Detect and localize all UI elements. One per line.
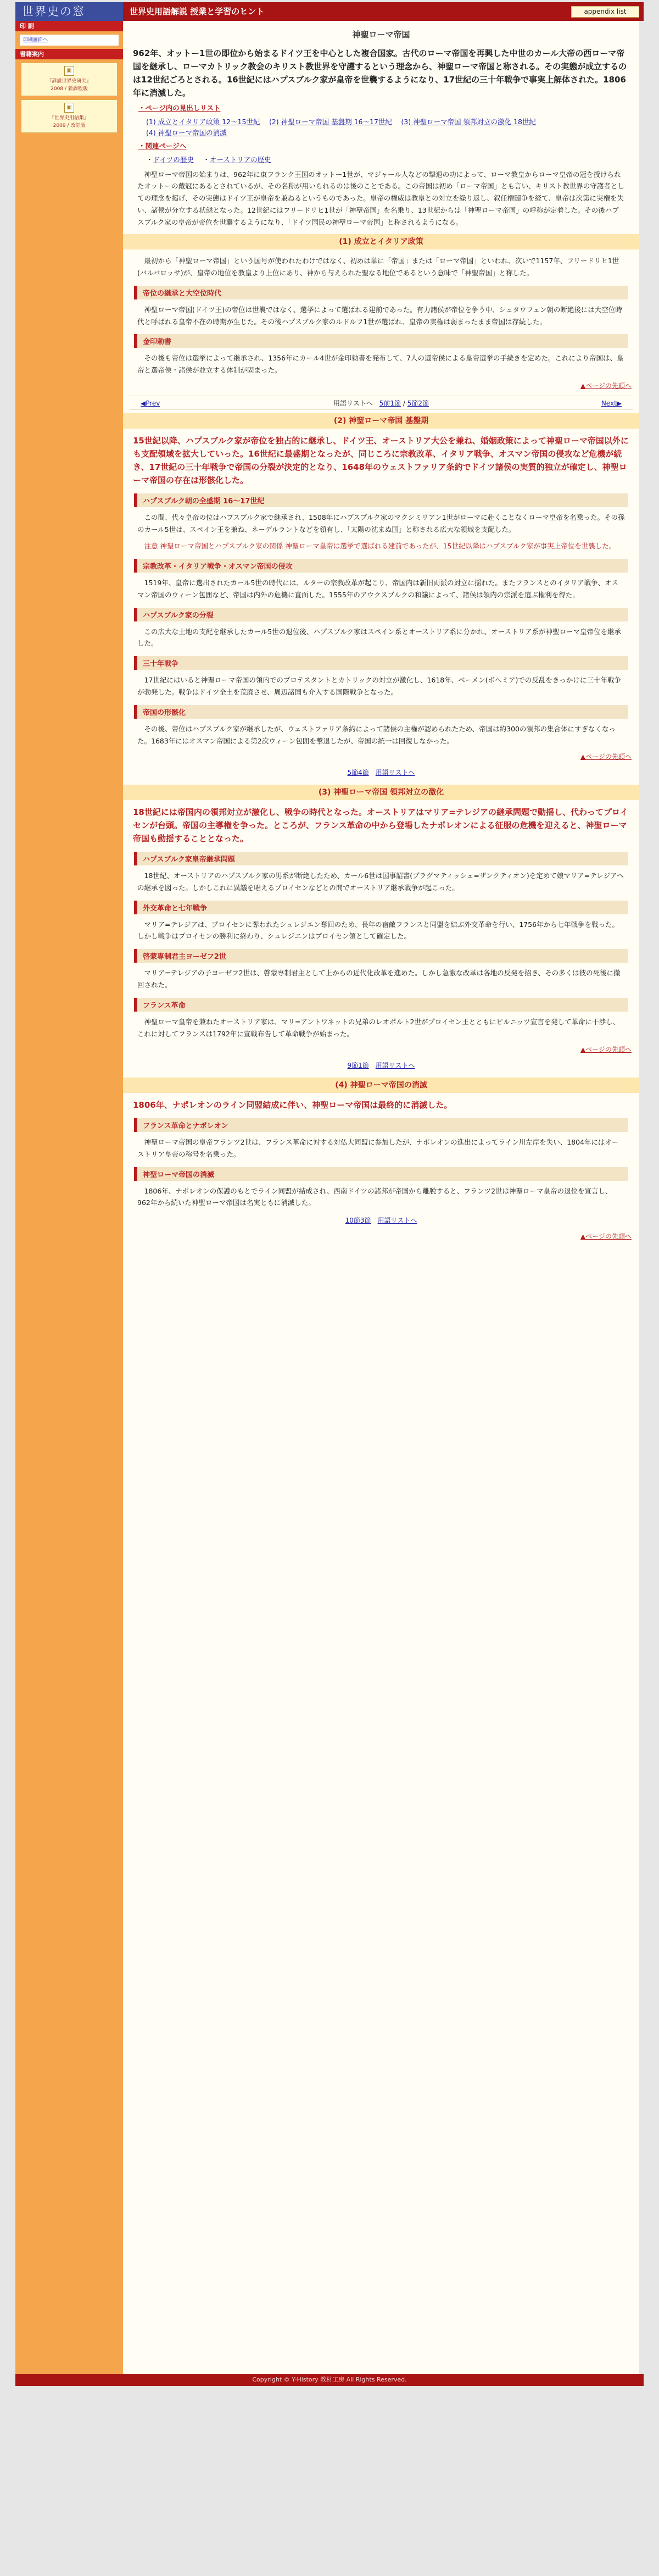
page-top-link[interactable]: ▲ページの先頭へ: [580, 1045, 632, 1053]
page-link[interactable]: 9節1節: [347, 1061, 369, 1069]
print-link-text[interactable]: 印刷画面へ: [23, 37, 48, 43]
paragraph: マリア=テレジアは、プロイセンに奪われたシュレジエン奪回のため、長年の宿敵フランスと同盟を結ぶ外交革命を行い、1756年から七年戦争を戦った。しかし戦争はプロイセンの勝利に終わり、シュレジエンはプロイセン領として確定した。: [137, 920, 619, 941]
book-sub: 2009 / 改訂版: [53, 123, 86, 129]
subheading: 三十年戦争: [134, 656, 628, 670]
subheading: ハプスブルク朝の全盛期 16〜17世紀: [134, 493, 628, 507]
paragraph: 神聖ローマ皇帝を兼ねたオーストリア家は、マリ=アントワネットの兄弟のレオポルト2世がプロイセン王とともにピルニッツ宣言を発して革命に干渉し、これに対してフランスは1792年に宣戦布告して革命戦争が始まった。: [137, 1018, 620, 1038]
main-content: [123, 21, 639, 2374]
site-logo[interactable]: 世界史の窓: [15, 2, 123, 21]
page-link[interactable]: 5節4節: [347, 768, 369, 776]
related-label: ・関連ページへ: [138, 141, 187, 150]
paragraph: 神聖ローマ帝国の皇帝フランツ2世は、フランス革命に対する対仏大同盟に参加したが、ナポレオンの進出によってライン川左岸を失い、1804年にはオーストリア皇帝の称号を名乗った。: [137, 1137, 619, 1158]
page-list: [123, 763, 639, 781]
related-list: ・ドイツの歴史 ・オーストリアの歴史: [146, 155, 271, 164]
paragraph: 18世紀、オーストリアのハプスブルク家の男系が断絶したため、カール6世は国事詔書(プラグマティッシェ=ザンクティオン)を定めて娘マリア=テレジアへの継承を図った。しかしこれに異議を唱えるプロイセンなどとの間でオーストリア継承戦争が起こった。: [137, 871, 624, 892]
paragraph: 最初から「神聖ローマ帝国」という国号が使われたわけではなく、初めは単に「帝国」または「ローマ帝国」といわれ、次いで1157年、フリードリヒ1世(バルバロッサ)が、皇帝の地位を教皇より上位にあり、神から与えられた聖なる地位であるという意味で「神聖帝国」と称した。: [137, 256, 619, 277]
subheading: フランス革命: [134, 998, 628, 1012]
page-top-link[interactable]: ▲ページの先頭へ: [580, 752, 632, 760]
paragraph: その後も帝位は選挙によって継承され、1356年にカール4世が金印勅書を発布して、7人の選帝侯による皇帝選挙の手続きを定めた。これにより帝国は、皇帝と選帝侯・諸侯が並立する体制が固まった。: [137, 354, 624, 375]
nav-label: 用語リストへ: [333, 399, 373, 408]
related-link[interactable]: オーストリアの歴史: [209, 155, 271, 164]
section-lead: 1806年、ナポレオンのライン同盟結成に伴い、神聖ローマ帝国は最終的に消滅した。: [133, 1100, 453, 1110]
paragraph: この間、代々皇帝の位はハプスブルク家で継承され、1508年にハプスブルク家のマクシミリアン1世がローマに赴くことなくローマ皇帝を名乗った。その孫のカール5世は、スペイン王を兼ね、ネーデルラントなどを領有し、「太陽の沈まぬ国」と称される広大な領域を支配した。: [137, 513, 625, 534]
section-lead: 18世紀には帝国内の領邦対立が激化し、戦争の時代となった。オーストリアはマリア=テレジアの継承問題で動揺し、代わってプロイセンが台頭。帝国の主導権を争った。ところが、フランス革命の中から登場したナポレオンによる征服の危機を迎えると、神聖ローマ帝国も動揺することとなった。: [133, 807, 628, 843]
section-nav: ◀Prev 用語リストへ 5前1節 / 5節2節 Next▶: [130, 396, 633, 410]
paragraph: この広大な土地の支配を継承したカール5世の退位後、ハプスブルク家はスペイン系とオーストリア系に分かれ、オーストリア系が神聖ローマ皇帝位を継承した。: [137, 627, 621, 648]
book-icon: ▣: [64, 66, 74, 76]
term-list-link[interactable]: 用語リストへ: [375, 1061, 415, 1069]
subheading: 外交革命と七年戦争: [134, 901, 628, 914]
sidebar: [15, 21, 123, 2374]
paragraph: 17世紀にはいると神聖ローマ帝国の領内でのプロテスタントとカトリックの対立が激化し、1618年、ベーメン(ボヘミア)での反乱をきっかけに三十年戦争が勃発した。戦争はドイツ全土を荒廃させ、周辺諸国も介入する国際戦争となった。: [137, 676, 621, 697]
book-title: 『詳説世界史研究』: [47, 79, 92, 84]
page-link[interactable]: 5節2節: [407, 399, 429, 408]
subheading: ハプスブルク家の分裂: [134, 608, 628, 621]
site-header: [15, 2, 644, 21]
book-icon: ▣: [64, 103, 74, 113]
section-3-heading: (3) 神聖ローマ帝国 領邦対立の激化: [123, 785, 639, 800]
sidebar-books-heading: 書籍案内: [15, 49, 123, 59]
book-card-1[interactable]: [21, 63, 118, 96]
book-sub: 2008 / 新課程版: [51, 86, 88, 92]
next-link[interactable]: Next▶: [601, 399, 622, 408]
lead-summary: 962年、オットー1世の即位から始まるドイツ王を中心とした複合国家。古代のローマ帝国を再興した中世のカール大帝の西ローマ帝国を継承し、ローマカトリック教会のキリスト教世界を守護するという理念から、神聖ローマ帝国と称される。その実態が成立するのは12世紀ごろとされる。16世紀にはハプスブルク家が皇帝を世襲するようになり、17世紀の三十年戦争で事実上解体された。1806年に消滅した。: [133, 48, 627, 98]
subheading: ハプスブルク家皇帝継承問題: [134, 852, 628, 865]
section-2-heading: (2) 神聖ローマ帝国 基盤期: [123, 413, 639, 429]
page-list: [123, 1211, 639, 1229]
subheading: 金印勅書: [134, 334, 628, 348]
page-link[interactable]: 10節3節: [345, 1217, 371, 1225]
subheading: 神聖ローマ帝国の消滅: [134, 1167, 628, 1181]
note-paragraph: 注意 神聖ローマ帝国とハプスブルク家の関係 神聖ローマ皇帝は選挙で選ばれる建前であったが、15世紀以降はハプスブルク家が事実上帝位を世襲した。: [144, 541, 616, 550]
footer: Copyright © Y-History 教材工房 All Rights Reserved.: [15, 2374, 644, 2386]
sidebar-print-heading: 印 刷: [15, 21, 123, 31]
term-list-link[interactable]: 用語リストへ: [375, 768, 415, 776]
appendix-list-button[interactable]: appendix list: [571, 6, 639, 18]
paragraph: 神聖ローマ帝国(ドイツ王)の帝位は世襲ではなく、選挙によって選ばれる建前であった。有力諸侯が帝位を争う中、シュタウフェン朝の断絶後には大空位時代と呼ばれる皇帝不在の時期が生じた。その後ハプスブルク家のルドルフ1世が選ばれ、皇帝の実権は弱まったまま帝国は存続した。: [137, 305, 622, 326]
page-link[interactable]: 5前1節: [379, 399, 401, 408]
page-title: 神聖ローマ帝国: [352, 30, 410, 40]
subheading: 宗教改革・イタリア戦争・オスマン帝国の侵攻: [134, 559, 628, 573]
section-4-heading: (4) 神聖ローマ帝国の消滅: [123, 1078, 639, 1093]
related-link[interactable]: ドイツの歴史: [153, 155, 194, 164]
page-top-link[interactable]: ▲ページの先頭へ: [580, 382, 632, 390]
page-list: [123, 1056, 639, 1074]
book-title: 『世界史用語集』: [49, 115, 89, 121]
toc-list: [123, 115, 639, 140]
paragraph: マリア=テレジアの子ヨーゼフ2世は、啓蒙専制君主として上からの近代化改革を進めた。しかし急激な改革は各地の反発を招き、その多くは彼の死後に撤回された。: [137, 969, 621, 990]
toc-link[interactable]: (2) 神聖ローマ帝国 基盤期 16〜17世紀: [269, 117, 392, 126]
toc-link[interactable]: (1) 成立とイタリア政策 12〜15世紀: [146, 117, 260, 126]
book-card-2[interactable]: [21, 99, 118, 133]
toc-link[interactable]: (3) 神聖ローマ帝国 領邦対立の激化 18世紀: [401, 117, 536, 126]
subheading: 帝位の継承と大空位時代: [134, 286, 628, 299]
subheading: 啓蒙専制君主ヨーゼフ2世: [134, 949, 628, 963]
print-link[interactable]: [20, 35, 119, 46]
prev-link[interactable]: ◀Prev: [141, 399, 160, 408]
toc-link[interactable]: (4) 神聖ローマ帝国の消滅: [146, 128, 227, 137]
paragraph: その後、帝位はハプスブルク家が継承したが、ウェストファリア条約によって諸侯の主権が認められたため、帝国は約300の領邦の集合体にすぎなくなった。1683年にはオスマン帝国による第2次ウィーン包囲を撃退したが、帝国の統一は回復しなかった。: [137, 725, 616, 745]
toc-label: ・ページ内の見出しリスト: [138, 104, 221, 112]
paragraph: 1519年、皇帝に選出されたカール5世の時代には、ルターの宗教改革が起こり、帝国内は新旧両派の対立に揺れた。またフランスとのイタリア戦争、オスマン帝国のウィーン包囲など、帝国は内外の危機に直面した。1555年のアウクスブルクの和議によって、諸侯は領内の宗派を選ぶ権利を得た。: [137, 578, 619, 599]
term-list-link[interactable]: 用語リストへ: [377, 1217, 417, 1225]
subheading: 帝国の形骸化: [134, 705, 628, 719]
paragraph: 1806年、ナポレオンの保護のもとでライン同盟が結成され、西南ドイツの諸邦が帝国から離脱すると、フランツ2世は神聖ローマ皇帝の退位を宣言し、962年から続いた神聖ローマ帝国は名実ともに消滅した。: [137, 1186, 612, 1207]
intro-paragraph: 神聖ローマ帝国の始まりは、962年に東フランク王国のオットー1世が、マジャール人などの撃退の功によって、ローマ教皇からローマ皇帝の冠を授けられたオットーの戴冠にあるとされているが、その名称が用いられるのは後のことである。この帝国は初め「ローマ帝国」とも言い、キリスト教世界の守護者としての理念を掲げ、その実態はドイツ王が皇帝を兼ねるというものであった。皇帝の権威は教皇との対立を繰り返し、叙任権闘争を経て、皇帝は次第に実権を失い、諸侯が分立する状態となった。12世紀にはフリードリヒ1世が「神聖帝国」を名乗り、13世紀からは「神聖ローマ帝国」の呼称が定着した。その後ハプスブルク家の皇帝が帝位を世襲するようになり、「ドイツ国民の神聖ローマ帝国」と称されるようになる。: [137, 170, 624, 226]
section-lead: 15世紀以降、ハプスブルク家が帝位を独占的に継承し、ドイツ王、オーストリア大公を兼ね、婚姻政策によって神聖ローマ帝国以外にも支配領域を拡大していった。16世紀に最盛期となったが、同じころに宗教改革、イタリア戦争、オスマン帝国の侵攻など危機が続き、17世紀の三十年戦争で帝国の分裂が決定的となり、1648年のウェストファリア条約でドイツ諸侯の実質的独立が確定し、神聖ローマ帝国の存在は形骸化した。: [133, 436, 629, 486]
subheading: フランス革命とナポレオン: [134, 1118, 628, 1132]
section-1-heading: (1) 成立とイタリア政策: [123, 234, 639, 249]
page-top-link[interactable]: ▲ページの先頭へ: [580, 1233, 632, 1241]
site-title: 世界史用語解説 授業と学習のヒント: [130, 7, 265, 16]
